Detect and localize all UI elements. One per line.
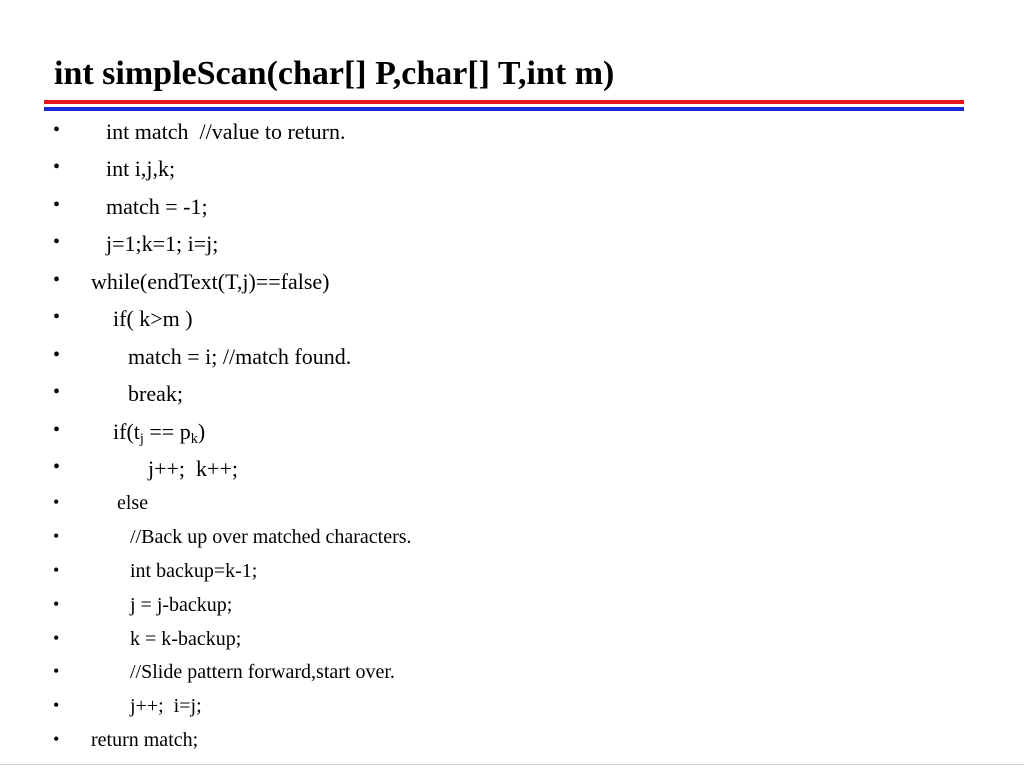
- subscript-j: j: [139, 431, 144, 447]
- code-fragment: == p: [143, 419, 191, 444]
- bullet-marker: •: [53, 381, 61, 403]
- code-fragment: if(t: [113, 419, 140, 444]
- code-line: match = i; //match found.: [128, 344, 352, 369]
- bullet-marker: •: [53, 456, 61, 478]
- code-line: if( k>m ): [113, 306, 193, 331]
- code-line: j++; i=j;: [130, 695, 202, 717]
- bullet-marker: •: [53, 729, 60, 749]
- bullet-marker: •: [53, 269, 61, 291]
- code-line: j++; k++;: [148, 456, 238, 481]
- code-line: j=1;k=1; i=j;: [106, 231, 219, 256]
- bullet-marker: •: [53, 344, 61, 366]
- bullet-marker: •: [53, 119, 61, 141]
- bullet-marker: •: [53, 492, 60, 512]
- bullet-marker: •: [53, 156, 61, 178]
- subscript-k: k: [190, 431, 198, 447]
- code-line: k = k-backup;: [130, 628, 242, 650]
- code-line: [113, 419, 205, 445]
- bullet-marker: •: [53, 306, 61, 328]
- code-line: j = j-backup;: [130, 594, 233, 616]
- code-line: int backup=k-1;: [130, 560, 258, 582]
- bullet-marker: •: [53, 526, 60, 546]
- title-underline-blue: [44, 107, 964, 111]
- code-line: while(endText(T,j)==false): [91, 269, 330, 294]
- code-line: int match //value to return.: [106, 119, 346, 144]
- bullet-marker: •: [53, 194, 61, 216]
- bullet-marker: •: [53, 628, 60, 648]
- footer-divider: [0, 764, 1024, 765]
- slide-title: int simpleScan(char[] P,char[] T,int m): [54, 55, 615, 92]
- code-line: //Back up over matched characters.: [130, 526, 412, 548]
- code-line: break;: [128, 381, 183, 406]
- bullet-marker: •: [53, 695, 60, 715]
- bullet-marker: •: [53, 231, 61, 253]
- bullet-marker: •: [53, 560, 60, 580]
- bullet-marker: •: [53, 594, 60, 614]
- code-fragment: ): [197, 419, 206, 444]
- bullet-marker: •: [53, 661, 60, 681]
- code-line: else: [117, 492, 149, 514]
- bullet-marker: •: [53, 419, 61, 441]
- code-line: match = -1;: [106, 194, 208, 219]
- code-line: int i,j,k;: [106, 156, 176, 181]
- title-underline-red: [44, 100, 964, 104]
- code-line: return match;: [91, 729, 199, 751]
- code-line: //Slide pattern forward,start over.: [130, 661, 395, 683]
